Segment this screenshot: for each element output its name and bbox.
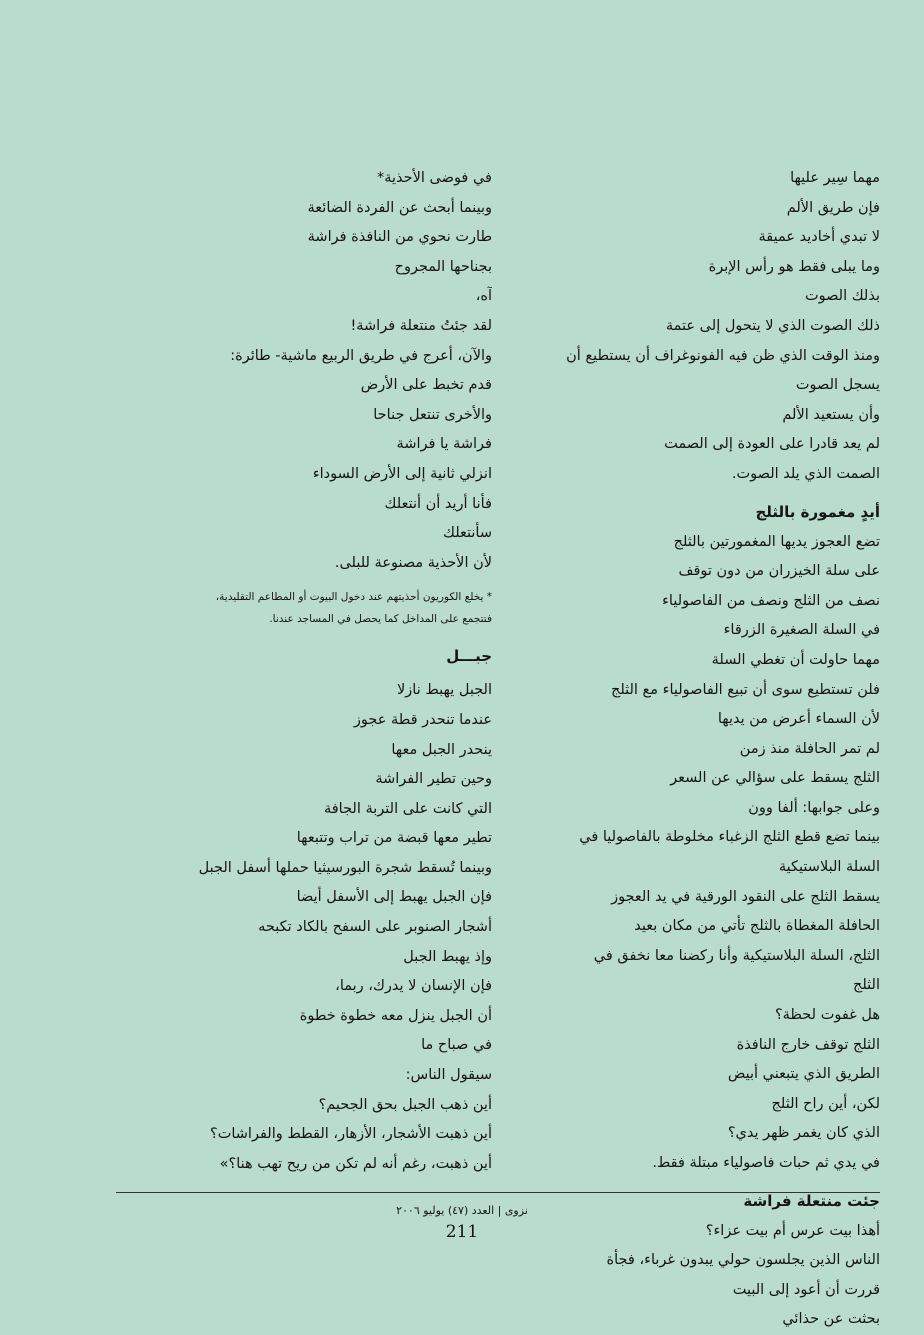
poem-line: الثلج يسقط على سؤالي عن السعر: [670, 770, 880, 787]
poem-line: تضع العجوز يديها المغمورتين بالثلج: [673, 533, 880, 550]
poem-text-block: [112, 676, 492, 1179]
poem-line: الثلج: [853, 977, 880, 994]
poem-heading: جئت منتعلة فراشة: [743, 1191, 880, 1210]
poem-line: لكن، أين راح الثلج: [771, 1095, 880, 1112]
poem-line: فإن الجبل يهبط إلى الأسفل أيضا: [296, 889, 492, 906]
poem-line: فإن الإنسان لا يدرك، ربما،: [335, 978, 492, 995]
poem-line: قررت أن أعود إلى البيت: [732, 1281, 880, 1298]
poem-line: نصف من الثلج ونصف من الفاصولياء: [662, 592, 880, 609]
poem-line: أهذا بيت عرس أم بيت عزاء؟: [705, 1222, 880, 1239]
poem-line: سأنتعلك: [443, 525, 492, 542]
page-number: 211: [445, 1222, 479, 1242]
poem-line: الثلج توقف خارج النافذة: [736, 1036, 880, 1053]
poem-line: مهما سِير عليها: [790, 170, 880, 186]
poem-line: قدم تخبط على الأرض: [360, 377, 492, 394]
poem-line: هل غفوت لحظة؟: [774, 1007, 880, 1024]
poem-line: بجناحها المجروح: [394, 258, 492, 275]
poem-line: آه،: [475, 288, 492, 305]
poem-line: طارت نحوي من النافذة فراشة: [307, 229, 492, 246]
poem-line: عندما تنحدر قطة عجوز: [353, 711, 492, 728]
poem-line: الذي كان يغمر ظهر يدي؟: [727, 1125, 880, 1142]
poem-line: السلة البلاستيكية: [778, 859, 880, 876]
poem-line: التي كانت على التربة الجافة: [323, 800, 492, 817]
poem-line: بينما تضع قطع الثلج الزغباء مخلوطة بالفاصوليا في: [579, 829, 880, 846]
poem-line: بذلك الصوت: [804, 288, 880, 305]
poem-line: يسقط الثلج على النقود الورقية في يد العجوز: [611, 888, 880, 905]
footer-divider: [116, 1192, 880, 1193]
poem-line: وعلى جوابها: ألفا وون: [748, 799, 880, 816]
poem-line: مهما حاولت أن تغطي السلة: [711, 651, 880, 668]
poem-text-block: [490, 164, 880, 490]
poem-line: لأن السماء أعرض من يديها: [717, 711, 880, 728]
poem-line: أين ذهبت، رغم أنه لم تكن من ريح تهب هنا؟»: [219, 1155, 492, 1172]
poem-line: ينحدر الجبل معها: [391, 741, 492, 758]
poem-line: الصمت الذي يلد الصوت.: [731, 465, 880, 482]
poem-line: وما يبلى فقط هو رأس الإبرة: [708, 258, 880, 275]
poem-line: فإن طريق الألم: [786, 199, 880, 216]
poem-line: وبينما تُسقط شجرة البورسيثيا حملها أسفل الجبل: [198, 859, 492, 876]
poem-line: لا تبدي أخاديد عميقة: [758, 229, 880, 246]
poem-line: في صباح ما: [421, 1037, 492, 1054]
poem-line: يسجل الصوت: [795, 377, 880, 394]
poem-line: على سلة الخيزران من دون توقف: [678, 563, 880, 580]
poem-line: في يدي ثم حبات فاصولياء مبتلة فقط.: [652, 1155, 880, 1171]
footer-issue-line: نزوى | العدد (٤٧) يوليو ٢٠٠٦: [396, 1204, 528, 1217]
poem-line: بحثت عن حذائي: [782, 1311, 880, 1328]
poem-line: ذلك الصوت الذي لا يتحول إلى عتمة: [665, 317, 880, 334]
poem-line: لقد جئتُ منتعلة فراشة!: [350, 317, 492, 334]
poem-line: الحافلة المغطاة بالثلج تأتي من مكان بعيد: [634, 918, 880, 935]
right-column: [490, 164, 880, 1335]
poem-heading: جبـــل: [446, 647, 492, 666]
poem-text-block: [490, 528, 880, 1179]
poem-line: وإذ يهبط الجبل: [403, 948, 492, 965]
poem-line: ومنذ الوقت الذي ظن فيه الفونوغراف أن يستطيع أن: [566, 347, 880, 364]
poem-heading: أيدٍ مغمورة بالثلج: [755, 502, 880, 521]
poem-line: وحين تطير الفراشة: [375, 771, 492, 788]
poem-line: أن الجبل ينزل معه خطوة خطوة: [299, 1007, 492, 1024]
poem-line: وأن يستعيد الألم: [782, 406, 880, 423]
poem-line: تطير معها قبضة من تراب وتتبعها: [296, 830, 492, 847]
poem-line: في فوضى الأحذية*: [377, 170, 492, 186]
poem-line: الجبل يهبط نازلا: [397, 682, 492, 699]
poem-line: أشجار الصنوبر على السفح بالكاد تكبحه: [258, 919, 492, 936]
poem-line: لم يعد قادرا على العودة إلى الصمت: [664, 436, 880, 453]
poem-line: فلن تستطيع سوى أن تبيع الفاصولياء مع الثلج: [610, 681, 880, 698]
poem-line: لم تمر الحافلة منذ زمن: [739, 740, 880, 757]
poem-line: أين ذهب الجبل بحق الجحيم؟: [318, 1096, 492, 1113]
poem-line: الناس الذين يجلسون حولي يبدون غرباء، فجأة: [606, 1252, 880, 1269]
poem-line: فراشة يا فراشة: [396, 436, 492, 453]
footnote: [112, 586, 492, 630]
poem-text-block: [112, 164, 492, 578]
poem-line: انزلي ثانية إلى الأرض السوداء: [312, 465, 492, 482]
poem-line: لأن الأحذية مصنوعة للبلى.: [334, 554, 492, 571]
poem-line: أين ذهبت الأشجار، الأزهار، القطط والفراشات؟: [210, 1126, 492, 1143]
poem-line: وبينما أبحث عن الفردة الضائعة: [307, 199, 492, 216]
footnote-line: فتتجمع على المداخل كما يحصل في المساجد عندنا.: [269, 613, 492, 626]
poem-line: والآن، أعرج في طريق الربيع ماشية- طائرة:: [230, 347, 492, 364]
poem-line: والأخرى تنتعل جناحا: [373, 406, 492, 423]
poem-line: الثلج، السلة البلاستيكية وأنا ركضنا معا نخفق في: [593, 947, 880, 964]
left-column: [112, 164, 492, 1179]
footnote-line: * يخلع الكوريون أحذيتهم عند دخول البيوت أو المطاعم التقليدية،: [215, 591, 492, 604]
poem-line: فأنا أريد أن أنتعلك: [384, 495, 492, 512]
poem-line: في السلة الصغيرة الزرقاء: [723, 622, 880, 639]
poem-line: سيقول الناس:: [405, 1067, 492, 1084]
poem-line: الطريق الذي يتبعني أبيض: [727, 1066, 880, 1083]
